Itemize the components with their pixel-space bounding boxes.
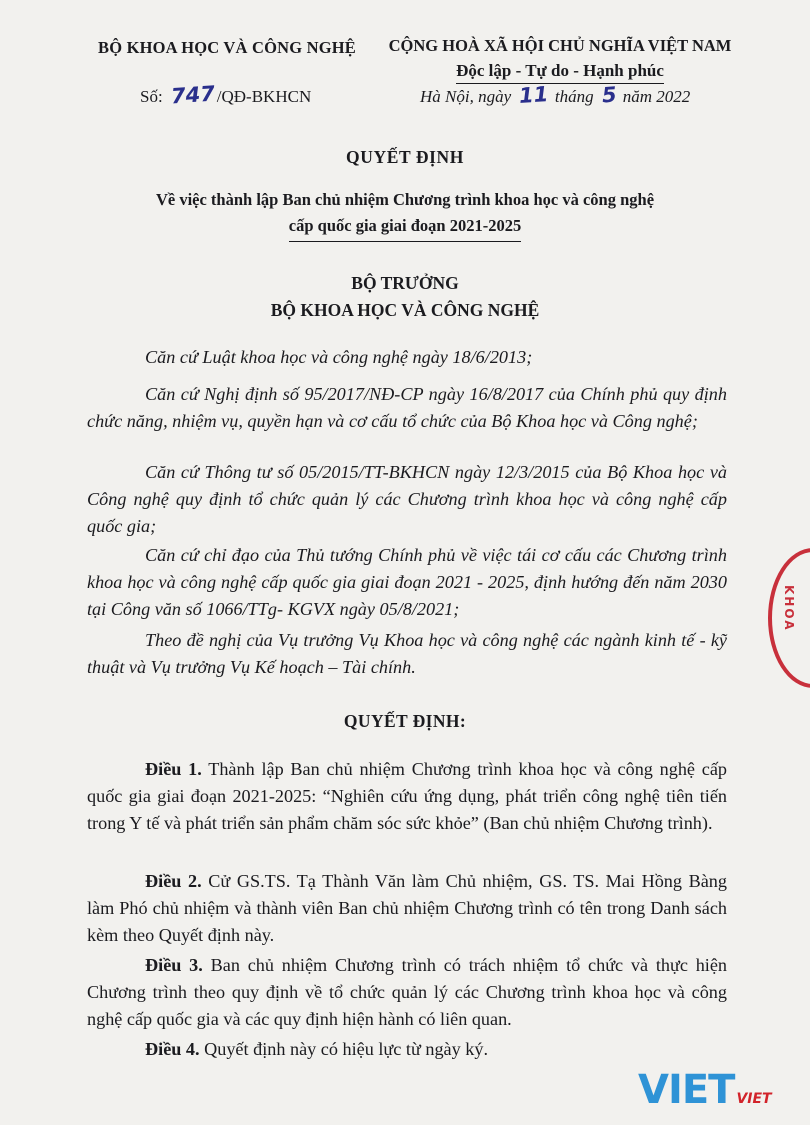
legal-basis-4: Căn cứ chỉ đạo của Thủ tướng Chính phủ về việc tái cơ cấu các Chương trình khoa học và công nghệ cấp quốc gia giai đoạn 2021 - 2025, định hướng đến năm 2030 tại Công văn số 1066/TTg- KGVX ngày 05/8/2021; <box>87 545 727 619</box>
date-prefix: Hà Nội, ngày <box>420 87 512 106</box>
year-text: năm 2022 <box>622 87 691 106</box>
handwritten-month: 5 <box>601 82 618 108</box>
stamp-text: KHOA <box>782 585 796 632</box>
handwritten-number: 747 <box>170 81 216 109</box>
subject-line-2: cấp quốc gia giai đoạn 2021-2025 <box>289 213 521 242</box>
legal-basis-3: Căn cứ Thông tư số 05/2015/TT-BKHCN ngày 12/3/2015 của Bộ Khoa học và Công nghệ quy định tổ chức quản lý các Chương trình khoa học và công nghệ cấp quốc gia; <box>87 462 727 536</box>
number-prefix: Số: <box>140 87 163 106</box>
article-3 <box>87 952 727 1033</box>
watermark-sub: VIET <box>736 1091 772 1107</box>
article-1 <box>87 756 727 837</box>
article-1-label: Điều 1. <box>145 759 202 779</box>
article-2-text: Cử GS.TS. Tạ Thành Văn làm Chủ nhiệm, GS. TS. Mai Hồng Bàng làm Phó chủ nhiệm và thành viên Ban chủ nhiệm Chương trình có tên trong Danh sách kèm theo Quyết định này. <box>87 871 727 945</box>
number-suffix: /QĐ-BKHCN <box>216 87 312 106</box>
national-header <box>385 36 735 84</box>
decision-heading: QUYẾT ĐỊNH: <box>343 711 467 731</box>
legal-basis-2: Căn cứ Nghị định số 95/2017/NĐ-CP ngày 16/8/2017 của Chính phủ quy định chức năng, nhiệm vụ, quyền hạn và cơ cấu tổ chức của Bộ Khoa học và Công nghệ; <box>87 384 727 431</box>
article-3-text: Ban chủ nhiệm Chương trình có trách nhiệm tổ chức và thực hiện Chương trình theo quy định về tổ chức quản lý các Chương trình khoa học và công nghệ cấp quốc gia và các quy định hiện hành có liên quan. <box>87 955 728 1029</box>
article-1-text: Thành lập Ban chủ nhiệm Chương trình khoa học và công nghệ cấp quốc gia giai đoạn 2021-2025: “Nghiên cứu ứng dụng, phát triển công nghệ tiên tiến trong Y tế và phát triển sản phẩm chăm sóc sức khỏe” (Ban chủ nhiệm Chương trình). <box>87 759 728 833</box>
article-2 <box>87 868 727 949</box>
subject-line-1: Về việc thành lập Ban chủ nhiệm Chương trình khoa học và công nghệ <box>155 190 655 209</box>
watermark-main: VIET <box>638 1067 735 1113</box>
republic-name: CỘNG HOÀ XÃ HỘI CHỦ NGHĨA VIỆT NAM <box>388 36 732 55</box>
authority-line-2: BỘ KHOA HỌC VÀ CÔNG NGHỆ <box>270 300 540 320</box>
legal-basis-1: Căn cứ Luật khoa học và công nghệ ngày 18/6/2013; <box>145 347 533 367</box>
authority-line-1: BỘ TRƯỞNG <box>351 273 459 293</box>
national-motto: Độc lập - Tự do - Hạnh phúc <box>456 61 664 84</box>
document-subject <box>80 187 730 242</box>
document-number <box>140 83 311 107</box>
article-4-label: Điều 4. <box>145 1039 200 1059</box>
article-3-label: Điều 3. <box>145 955 203 975</box>
article-4 <box>87 1036 727 1063</box>
handwritten-day: 11 <box>518 82 550 108</box>
issuing-authority <box>0 270 810 324</box>
vietnamnet-watermark <box>638 1067 772 1113</box>
issue-date <box>420 83 690 107</box>
month-word: tháng <box>554 87 594 106</box>
article-2-label: Điều 2. <box>145 871 202 891</box>
legal-basis-5: Theo đề nghị của Vụ trưởng Vụ Khoa học và công nghệ các ngành kinh tế - kỹ thuật và Vụ trưởng Vụ Kế hoạch – Tài chính. <box>87 630 727 677</box>
ministry-name: BỘ KHOA HỌC VÀ CÔNG NGHỆ <box>98 38 356 57</box>
document-title: QUYẾT ĐỊNH <box>346 147 464 167</box>
article-4-text: Quyết định này có hiệu lực từ ngày ký. <box>204 1039 488 1059</box>
